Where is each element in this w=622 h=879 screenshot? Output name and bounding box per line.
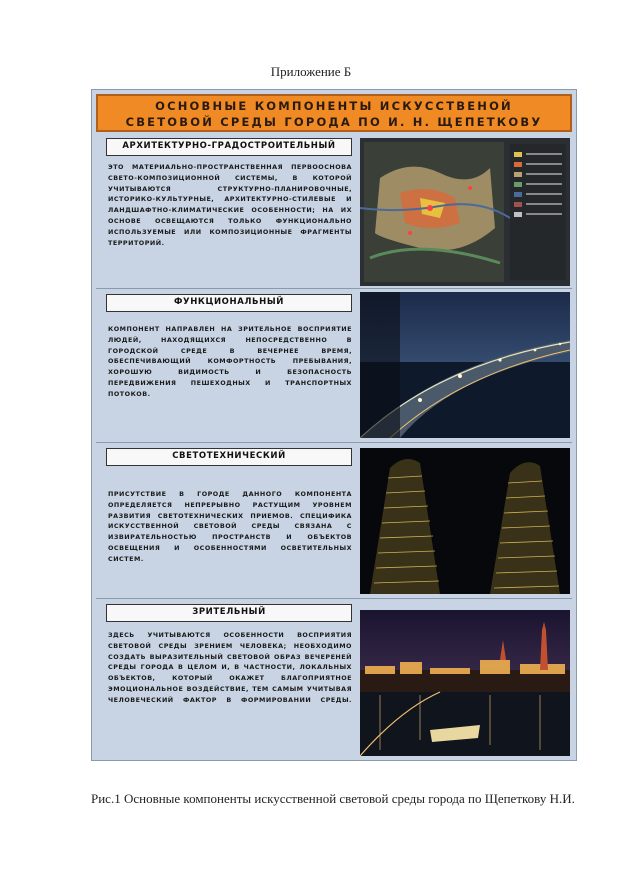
banner-line-1: ОСНОВНЫЕ КОМПОНЕНТЫ ИСКУССТВЕНОЙ — [155, 99, 513, 113]
section-visual — [98, 600, 572, 758]
banner-line-2: СВЕТОВОЙ СРЕДЫ ГОРОДА ПО И. Н. ЩЕПЕТКОВУ — [125, 115, 543, 129]
section-title: ФУНКЦИОНАЛЬНЫЙ — [106, 294, 352, 312]
section-text: ПРИСУТСТВИЕ В ГОРОДЕ ДАННОГО КОМПОНЕНТА ОПРЕДЕЛЯЕТСЯ НЕПРЕРЫВНО РАСТУЩИМ УРОВНЕМ РАЗВИТИЯ СВЕТОТЕХНИЧЕСКИХ ПРИЕМОВ. СПЕЦИФИКА ИСКУССТВЕННОЙ СВЕТОВОЙ СРЕДЫ СВЯЗАНА С ИЗВИРАТЕЛЬНОСТЬЮ ПРОСТРАНСТВ И ОБЪЕКТОВ ОСВЕЩЕНИЯ И ОСОБЕННОСТЯМИ ОСВЕТИТЕЛЬНЫХ СИСТЕМ. — [108, 490, 352, 563]
section-lighting-technical — [98, 444, 572, 594]
poster-banner — [96, 94, 572, 132]
night-bridge-image — [360, 292, 570, 438]
divider — [96, 598, 572, 599]
section-functional — [98, 290, 572, 440]
divider — [96, 442, 572, 443]
section-title: АРХИТЕКТУРНО-ГРАДОСТРОИТЕЛЬНЫЙ — [106, 138, 352, 156]
section-text: ЭТО МАТЕРИАЛЬНО-ПРОСТРАНСТВЕННАЯ ПЕРВООСНОВА СВЕТО-КОМПОЗИЦИОННОЙ СИСТЕМЫ, В КОТОРОЙ УЧИТЫВАЮТСЯ СТРУКТУРНО-ПЛАНИРОВОЧНЫЕ, ИСТОРИКО-КУЛЬТУРНЫЕ, АРХИТЕКТУРНО-СТИЛЕВЫЕ И ЛАНДШАФТНО-КЛИМАТИЧЕСКИЕ ОСОБЕННОСТИ; НА ИХ ОСНОВЕ ОСВЕЩАЮТСЯ ТОЛЬКО ФУНКЦИОНАЛЬНО ИСПОЛЬЗУЕМЫЕ ИЛИ КОМПОЗИЦИОННЫЕ ФРАГМЕНТЫ ТЕРРИТОРИЙ. — [108, 163, 352, 247]
section-title: СВЕТОТЕХНИЧЕСКИЙ — [106, 448, 352, 466]
city-map-image — [360, 138, 570, 286]
appendix-label: Приложение Б — [270, 64, 352, 79]
section-text: КОМПОНЕНТ НАПРАВЛЕН НА ЗРИТЕЛЬНОЕ ВОСПРИЯТИЕ ЛЮДЕЙ, НАХОДЯЩИХСЯ НЕПОСРЕДСТВЕННО В ГОРОДСКОЙ СРЕДЕ В ВЕЧЕРНЕЕ ВРЕМЯ, ОБЕСПЕЧИВАЮЩИЙ КОМФОРТНОСТЬ ПРЕБЫВАНИЯ, ХОРОШУЮ ВИДИМОСТЬ И БЕЗОПАСНОСТЬ ПЕРЕДВИЖЕНИЯ ПЕШЕХОДНЫХ И ТРАНСПОРТНЫХ ПОТОКОВ. — [108, 325, 352, 398]
section-title: ЗРИТЕЛЬНЫЙ — [106, 604, 352, 622]
poster — [91, 89, 577, 761]
divider — [96, 288, 572, 289]
night-kremlin-image — [360, 610, 570, 756]
section-text: ЗДЕСЬ УЧИТЫВАЮТСЯ ОСОБЕННОСТИ ВОСПРИЯТИЯ СВЕТОВОЙ СРЕДЫ ЗРЕНИЕМ ЧЕЛОВЕКА; НЕОБХОДИМО СОЗДАТЬ ВЫРАЗИТЕЛЬНЫЙ СВЕТОВОЙ ОБРАЗ ВЕЧЕРЕНЕЙ СРЕДЫ ГОРОДА В ЦЕЛОМ И, В ЧАСТНОСТИ, ЛОКАЛЬНЫХ ОБЪЕКТОВ, КОТОРЫЙ ОКАЖЕТ БЛАГОПРИЯТНОЕ ЭМОЦИОНАЛЬНОЕ ВОЗДЕЙСТВИЕ, ТЕМ САМЫМ УЧИТЫВАЯ ЧЕЛОВЕЧЕСКИЙ ФАКТОР В ФОРМИРОВАНИИ СРЕДЫ. — [108, 631, 352, 704]
lit-towers-image — [360, 448, 570, 594]
figure-caption: Рис.1 Основные компоненты искусственной световой среды города по Щепеткову Н.И. — [91, 791, 575, 806]
section-architectural — [98, 136, 572, 286]
